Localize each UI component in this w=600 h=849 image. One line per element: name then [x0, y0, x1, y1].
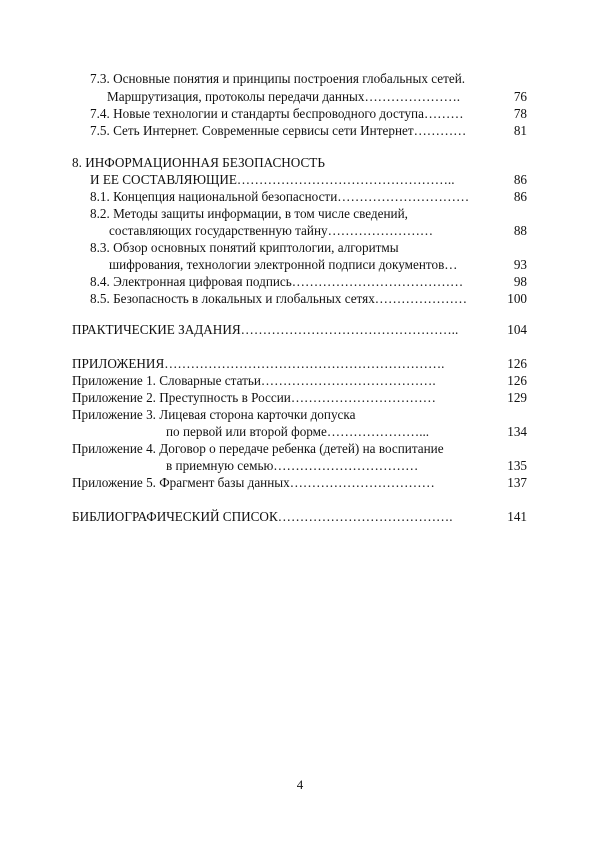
toc-chapter-8-line2: И ЕЕ СОСТАВЛЯЮЩИЕ…………………………………………..	[90, 172, 455, 187]
toc-entry-7-3-line1: 7.3. Основные понятия и принципы построения глобальных сетей.	[90, 71, 466, 86]
toc-appendix-2: Приложение 2. Преступность в России……………………………	[72, 390, 436, 405]
toc-page-appendix-2: 129	[507, 390, 527, 405]
toc-appendix-1: Приложение 1. Словарные статьи………………………………….	[72, 373, 436, 388]
toc-entry-8-4: 8.4. Электронная цифровая подпись…………………………………	[90, 274, 464, 289]
toc-page-8-5: 100	[507, 291, 527, 306]
toc-bibliography: БИБЛИОГРАФИЧЕСКИЙ СПИСОК………………………………….	[72, 509, 453, 524]
toc-page-7-4: 78	[513, 106, 527, 121]
toc-appendix-5: Приложение 5. Фрагмент базы данных……………………………	[72, 475, 435, 490]
toc-entry-8-5: 8.5. Безопасность в локальных и глобальных сетях…………………	[90, 291, 468, 306]
toc-entry-8-2-line2: составляющих государственную тайну……………………	[109, 223, 434, 238]
toc-page-bibliography: 141	[507, 509, 527, 524]
toc-page-8-2: 88	[513, 223, 527, 238]
toc-page-appendix-5: 137	[507, 475, 527, 490]
toc-entry-8-3-line2: шифрования, технологии электронной подписи документов…	[109, 257, 458, 272]
toc-appendix-3-line1: Приложение 3. Лицевая сторона карточки допуска	[72, 407, 356, 422]
toc-chapter-8-line1: 8. ИНФОРМАЦИОННАЯ БЕЗОПАСНОСТЬ	[72, 155, 325, 170]
toc-entry-7-3-line2: Маршрутизация, протоколы передачи данных………………….	[107, 89, 461, 104]
toc-page-8-4: 98	[513, 274, 527, 289]
toc-entry-7-5: 7.5. Сеть Интернет. Современные сервисы сети Интернет…………	[90, 123, 467, 138]
toc-practical-tasks: ПРАКТИЧЕСКИЕ ЗАДАНИЯ…………………………………………..	[72, 322, 459, 337]
toc-page-7-3: 76	[513, 89, 527, 104]
toc-entry-8-1: 8.1. Концепция национальной безопасности…………………………	[90, 189, 470, 204]
toc-appendices: ПРИЛОЖЕНИЯ……………………………………………………….	[72, 356, 445, 371]
toc-page-appendix-1: 126	[507, 373, 527, 388]
toc-entry-8-3-line1: 8.3. Обзор основных понятий криптологии, алгоритмы	[90, 240, 399, 255]
toc-page-appendix-4: 135	[507, 458, 527, 473]
toc-page-8-1: 86	[513, 189, 527, 204]
page-number: 4	[296, 777, 304, 792]
toc-page-7-5: 81	[513, 123, 527, 138]
toc-page-8: 86	[513, 172, 527, 187]
toc-appendix-4-line1: Приложение 4. Договор о передаче ребенка (детей) на воспитание	[72, 441, 444, 456]
toc-page-practical: 104	[507, 322, 527, 337]
toc-page-appendices: 126	[507, 356, 527, 371]
toc-appendix-3-line2: по первой или второй форме…………………...	[166, 424, 430, 439]
toc-entry-7-4: 7.4. Новые технологии и стандарты беспроводного доступа………	[90, 106, 464, 121]
toc-appendix-4-line2: в приемную семью……………………………	[166, 458, 419, 473]
toc-page-appendix-3: 134	[507, 424, 527, 439]
toc-page-8-3: 93	[513, 257, 527, 272]
toc-entry-8-2-line1: 8.2. Методы защиты информации, в том числе сведений,	[90, 206, 408, 221]
